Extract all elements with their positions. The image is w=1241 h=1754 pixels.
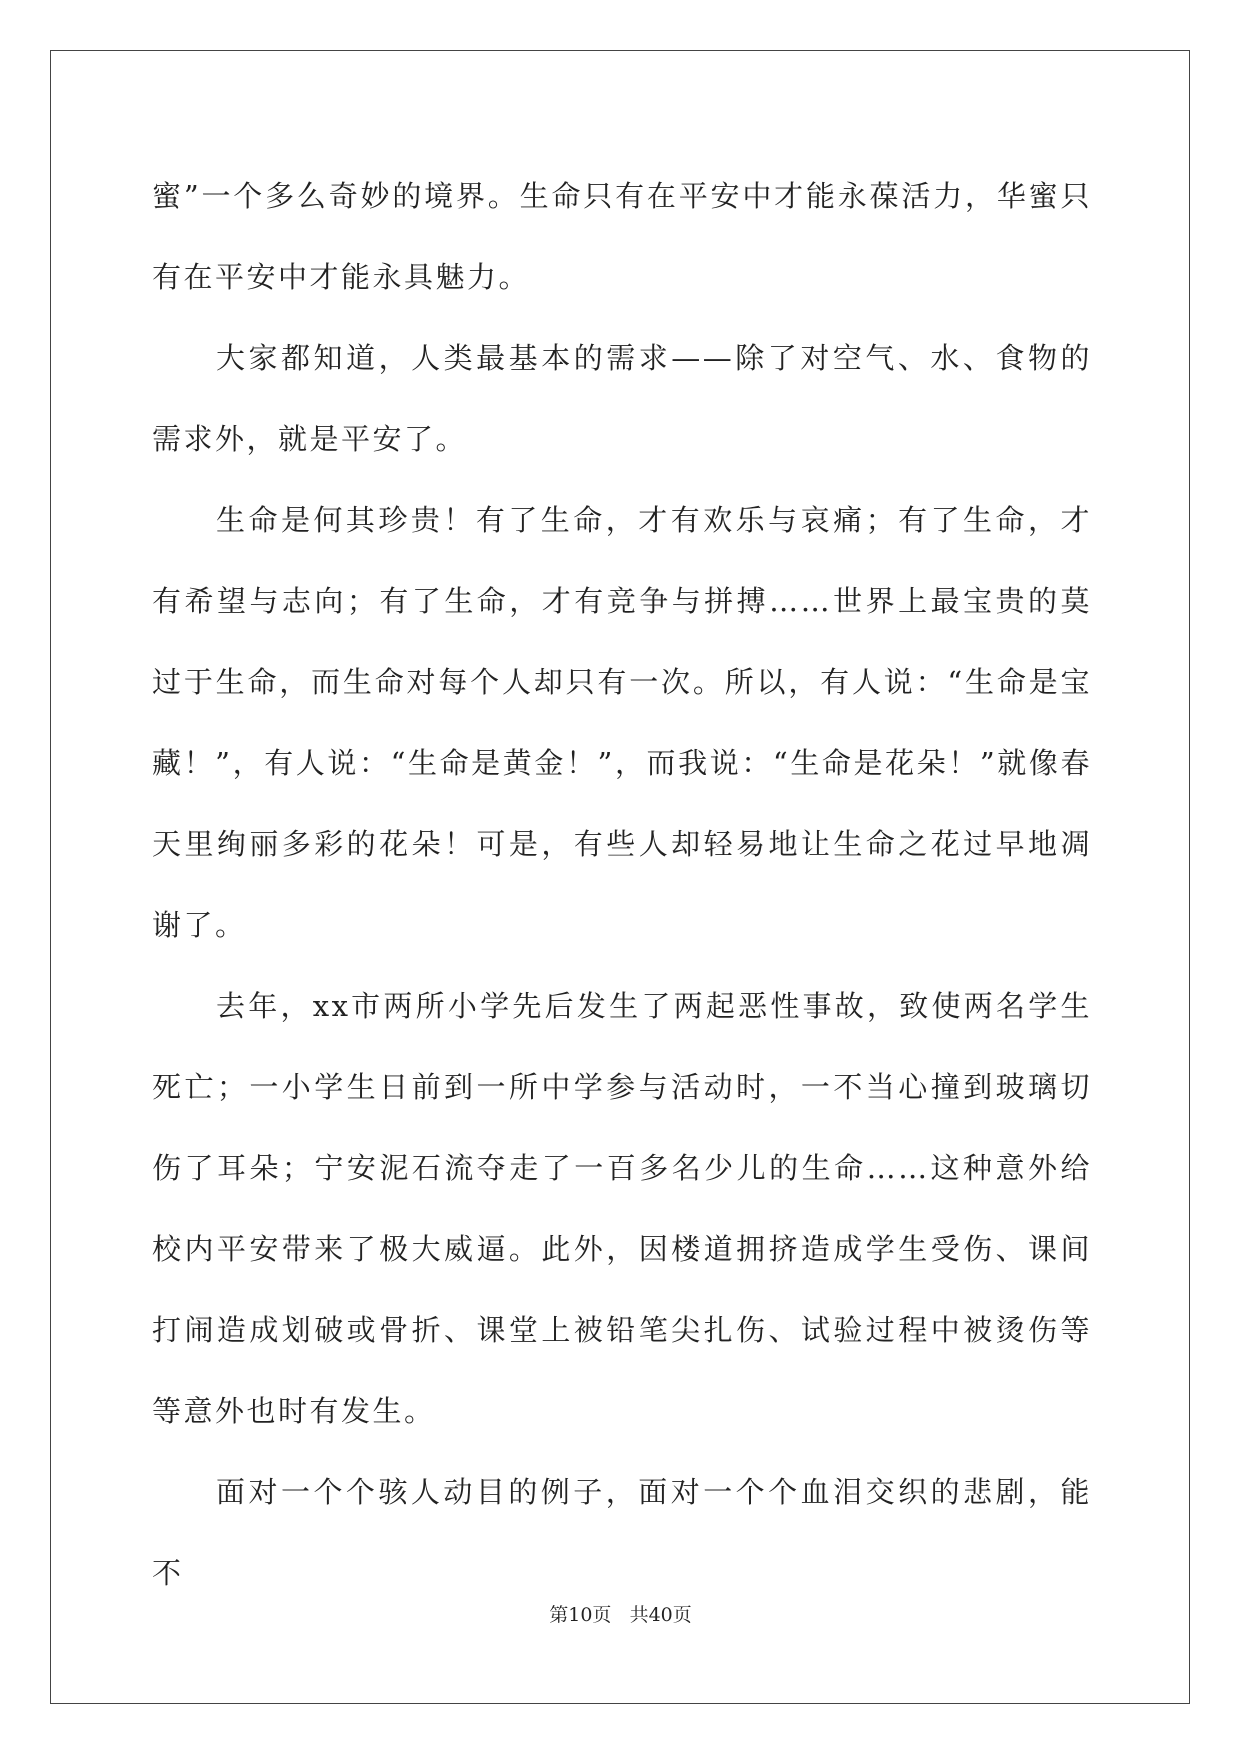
paragraph: 大家都知道，人类最基本的需求——除了对空气、水、食物的需求外，就是平安了。 [152,341,1092,456]
paragraph: 面对一个个骇人动目的例子，面对一个个血泪交织的悲剧，能不 [152,1475,1092,1590]
document-body [152,156,1092,1614]
current-page-number: 第10页 [549,1604,612,1626]
paragraph: 去年，xx市两所小学先后发生了两起恶性事故，致使两名学生死亡；一小学生日前到一所中学参与活动时，一不当心撞到玻璃切伤了耳朵；宁安泥石流夺走了一百多名少儿的生命……这种意外给校内平安带来了极大威逼。此外，因楼道拥挤造成学生受伤、课间打闹造成划破或骨折、课堂上被铅笔尖扎伤、试验过程中被烫伤等等意外也时有发生。 [152,989,1092,1428]
paragraph: 蜜”一个多么奇妙的境界。生命只有在平安中才能永葆活力，华蜜只有在平安中才能永具魅力。 [152,179,1092,294]
page-footer [0,1603,1241,1627]
paragraph: 生命是何其珍贵！有了生命，才有欢乐与哀痛；有了生命，才有希望与志向；有了生命，才有竞争与拼搏……世界上最宝贵的莫过于生命，而生命对每个人却只有一次。所以，有人说：“生命是宝藏！”，有人说：“生命是黄金！”，而我说：“生命是花朵！”就像春天里绚丽多彩的花朵！可是，有些人却轻易地让生命之花过早地凋谢了。 [152,503,1092,942]
total-page-count: 共40页 [629,1604,692,1626]
